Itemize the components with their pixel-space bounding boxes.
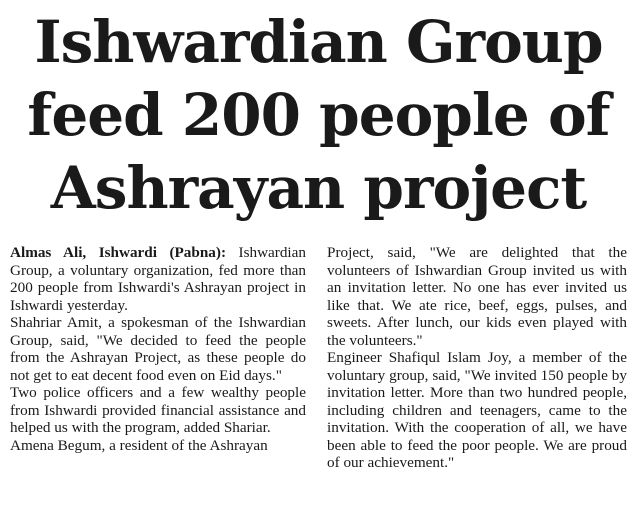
article-paragraph-3: Two police officers and a few wealthy people from Ishwardi provided financial assistance and helped us with the program, added Shariar. [10,384,306,436]
article-paragraph-1 [10,244,306,314]
byline: Almas Ali, Ishwardi (Pabna): [10,244,226,261]
article-paragraph-4-end: Project, said, "We are delighted that the volunteers of Ishwardian Group invited us with an invitation letter. No one has ever invited us like that. We ate rice, beef, eggs, pulses, and sweets. After lunch, our kids even played with the volunteers." [327,244,627,349]
headline-line-2: feed 200 people of [27,81,610,149]
article-paragraph-4-start: Amena Begum, a resident of the Ashrayan [10,436,268,454]
article-column-left [10,244,306,454]
headline-line-3: Ashrayan project [50,154,587,222]
headline [0,6,637,225]
article-paragraph-1-text: Ishwardian Group, a voluntary organization, fed more than 200 people from Ishwardi's Ashrayan project in Ishwardi yesterday. [10,244,306,314]
article-paragraph-5: Engineer Shafiqul Islam Joy, a member of the voluntary group, said, "We invited 150 people by invitation letter. More than two hundred people, including children and teenagers, came to the invitation. With the cooperation of all, we have been able to feed the poor people. We are proud of our achievement." [327,349,627,471]
headline-line-1: Ishwardian Group [34,8,603,76]
article-column-right [327,244,627,472]
article-paragraph-2: Shahriar Amit, a spokesman of the Ishwardian Group, said, "We decided to feed the people from the Ashrayan Project, as these people do not get to eat decent food even on Eid days." [10,314,306,384]
